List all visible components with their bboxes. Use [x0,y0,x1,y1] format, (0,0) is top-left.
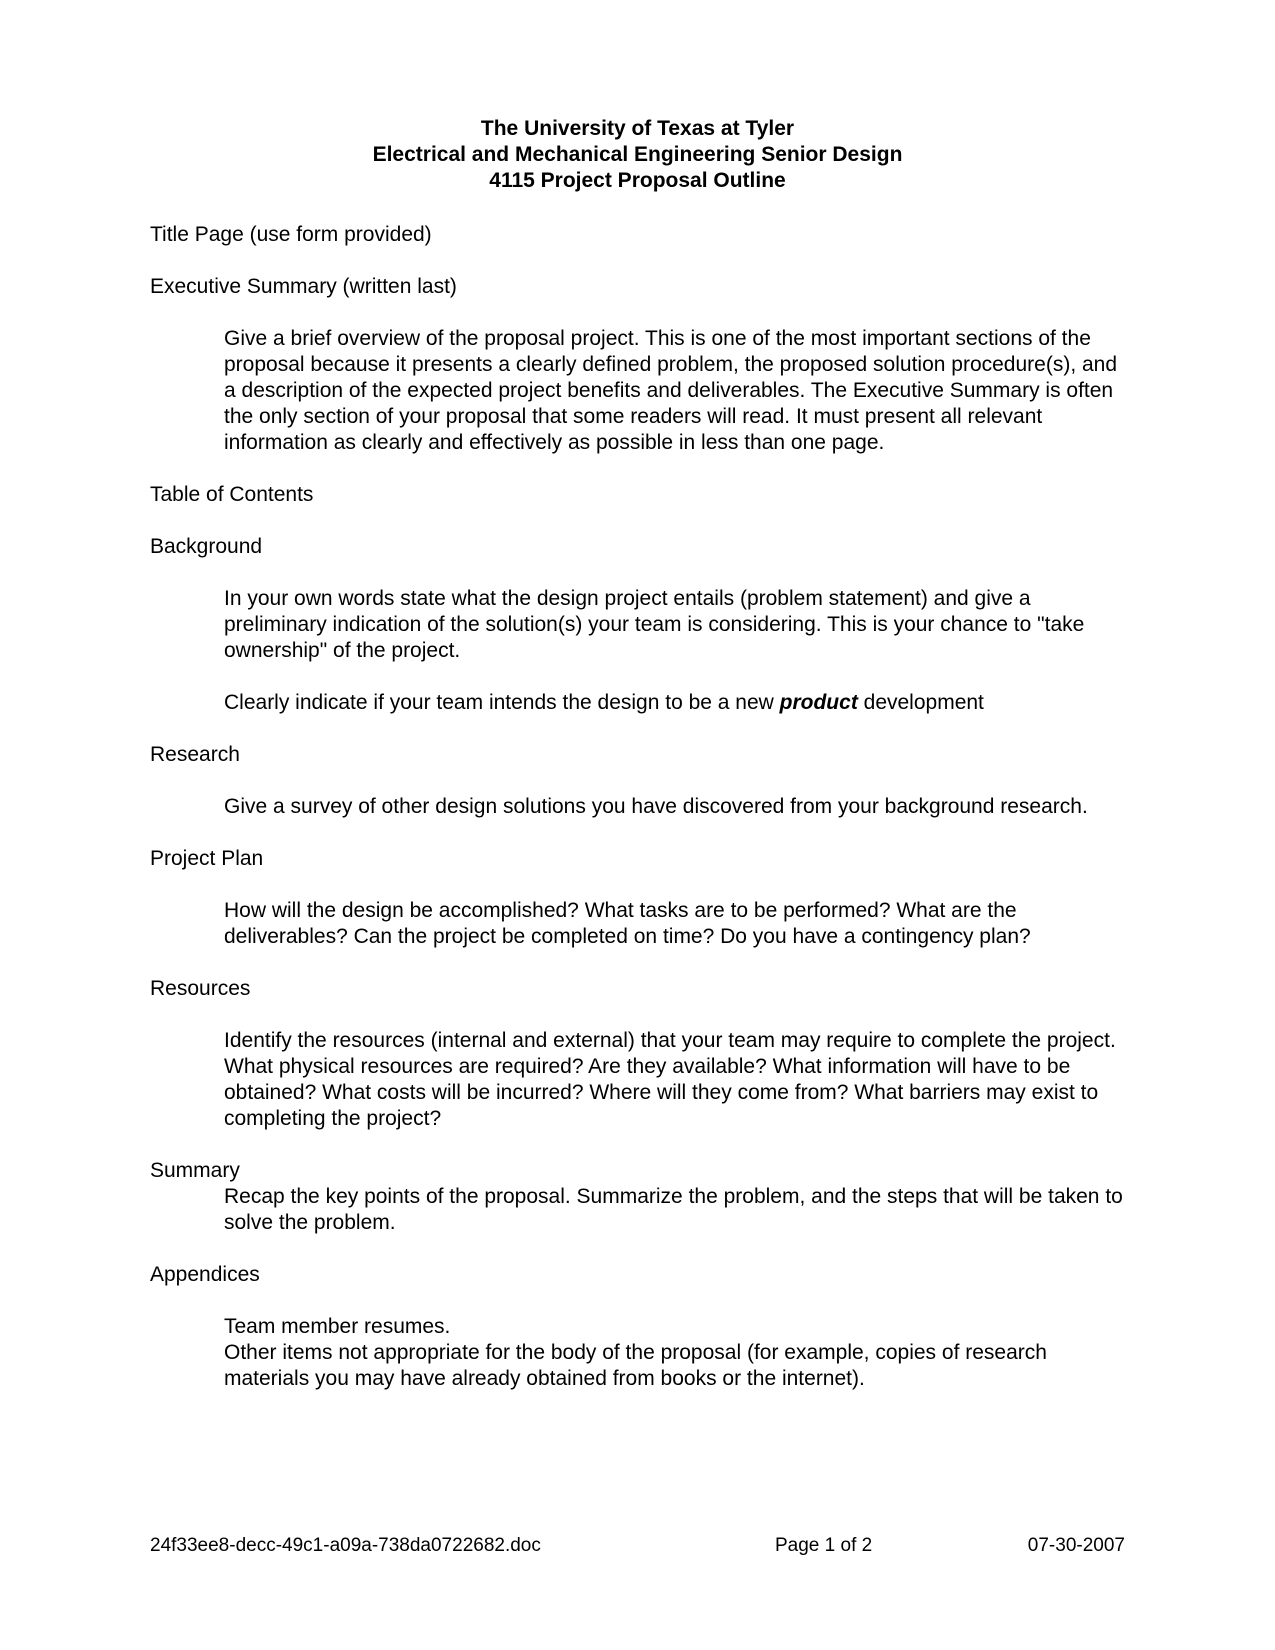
resources-text: Identify the resources (internal and external) that your team may require to complete the project. What physical resources are required? Are they available? What information will have to be obtained? What costs will be incurred? Where will they come from? What barriers may exist to completing the project? [224,1029,1116,1130]
product-emphasis: product [779,691,858,714]
document-title-block [0,116,1275,194]
heading-summary: Summary [150,1159,240,1182]
heading-project-plan: Project Plan [150,847,264,870]
document-body [150,222,1125,1392]
footer-filename: 24f33ee8-decc-49c1-a09a-738da0722682.doc [150,1535,541,1556]
appendices-item-resumes: Team member resumes. [224,1315,451,1338]
title-line-department: Electrical and Mechanical Engineering Senior Design [372,143,903,166]
title-line-university: The University of Texas at Tyler [480,117,795,140]
product-note-post: development [857,691,984,714]
footer-date: 07-30-2007 [1027,1535,1125,1556]
research-text: Give a survey of other design solutions you have discovered from your background research. [224,795,1088,818]
heading-title-page: Title Page (use form provided) [150,223,432,246]
footer-page-number: Page 1 of 2 [775,1535,873,1556]
executive-summary-text: Give a brief overview of the proposal project. This is one of the most important sections of the proposal because it presents a clearly defined problem, the proposed solution procedure(s), and a description of the expected project benefits and deliverables. The Executive Summary is often the only section of your proposal that some readers will read. It must present all relevant information as clearly and effectively as possible in less than one page. [224,327,1118,454]
heading-resources: Resources [150,977,251,1000]
heading-background: Background [150,535,263,558]
background-text: In your own words state what the design project entails (problem statement) and give a preliminary indication of the solution(s) your team is considering. This is your chance to "take ownership" of the project. [224,587,1085,662]
heading-research: Research [150,743,240,766]
heading-table-of-contents: Table of Contents [150,483,314,506]
project-plan-text: How will the design be accomplished? What tasks are to be performed? What are the deliverables? Can the project be completed on time? Do you have a contingency plan? [224,899,1031,948]
heading-appendices: Appendices [150,1263,260,1286]
page-footer [150,1533,1125,1559]
summary-text: Recap the key points of the proposal. Summarize the problem, and the steps that will be taken to solve the problem. [224,1185,1123,1234]
product-note-pre: Clearly indicate if your team intends the design to be a new [224,691,780,714]
appendices-item-other: Other items not appropriate for the body of the proposal (for example, copies of research materials you may have already obtained from books or the internet). [224,1341,1047,1390]
title-line-outline: 4115 Project Proposal Outline [489,169,786,192]
background-product-note [224,690,1124,716]
heading-executive-summary: Executive Summary (written last) [150,275,457,298]
